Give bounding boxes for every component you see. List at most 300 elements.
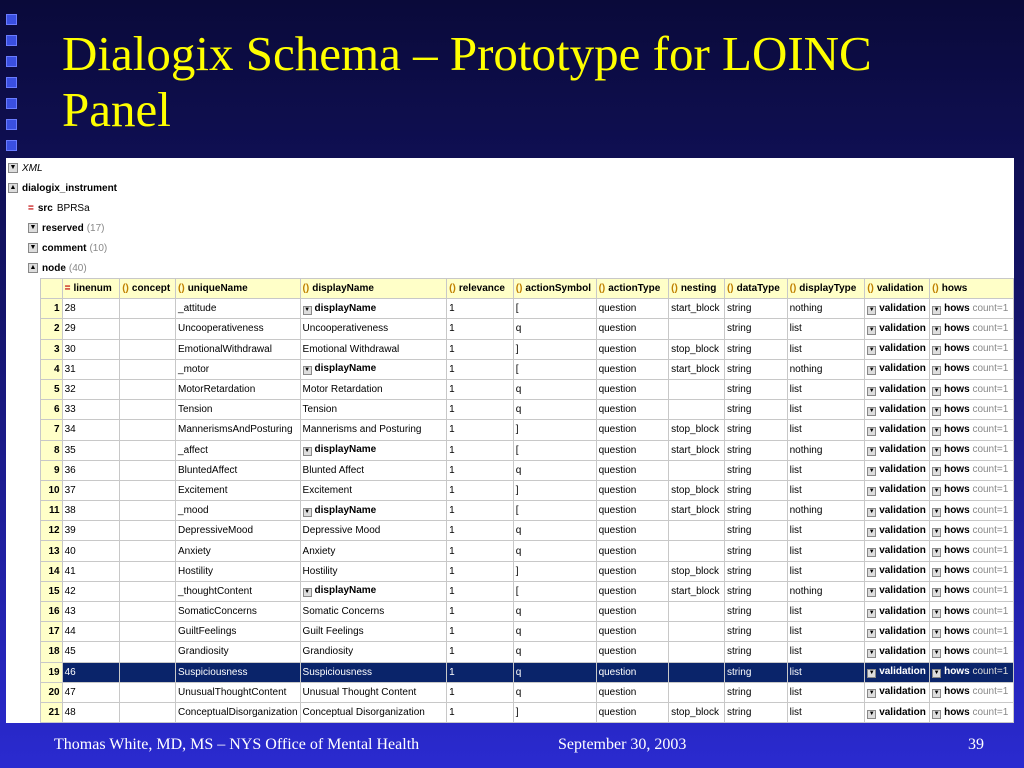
cell-displayType[interactable]: list [787, 622, 865, 642]
cell-actionType[interactable]: question [596, 561, 669, 581]
cell-actionSymbol[interactable]: ] [513, 561, 596, 581]
cell-validation[interactable] [865, 501, 930, 521]
cell-relevance[interactable]: 1 [447, 702, 514, 722]
cell-actionSymbol[interactable]: q [513, 622, 596, 642]
expand-icon[interactable]: ▼ [868, 347, 875, 354]
cell-dataType[interactable]: string [724, 339, 787, 359]
cell-displayType[interactable]: list [787, 319, 865, 339]
cell-uniqueName[interactable]: UnusualThoughtContent [176, 682, 301, 702]
cell-nesting[interactable] [669, 642, 725, 662]
row-number[interactable]: 3 [41, 339, 63, 359]
table-row[interactable] [41, 440, 1014, 460]
cell-dataType[interactable]: string [724, 541, 787, 561]
cell-dataType[interactable]: string [724, 581, 787, 601]
cell-dataType[interactable]: string [724, 460, 787, 480]
cell-uniqueName[interactable]: _affect [176, 440, 301, 460]
expand-icon[interactable]: ▼ [868, 589, 875, 596]
cell-validation[interactable] [865, 561, 930, 581]
cell-dataType[interactable]: string [724, 521, 787, 541]
cell-displayType[interactable]: list [787, 420, 865, 440]
expand-icon[interactable]: ▼ [868, 569, 875, 576]
cell-hows[interactable] [930, 622, 1014, 642]
cell-actionType[interactable]: question [596, 359, 669, 379]
row-number[interactable]: 13 [41, 541, 63, 561]
col-concept[interactable]: () concept [120, 279, 176, 299]
row-number[interactable]: 7 [41, 420, 63, 440]
cell-validation[interactable] [865, 682, 930, 702]
cell-hows[interactable] [930, 642, 1014, 662]
table-row[interactable] [41, 541, 1014, 561]
cell-displayType[interactable]: list [787, 379, 865, 399]
cell-hows[interactable] [930, 581, 1014, 601]
cell-validation[interactable] [865, 521, 930, 541]
cell-displayType[interactable]: list [787, 602, 865, 622]
cell-uniqueName[interactable]: _thoughtContent [176, 581, 301, 601]
cell-relevance[interactable]: 1 [447, 682, 514, 702]
cell-hows[interactable] [930, 299, 1014, 319]
cell-uniqueName[interactable]: ConceptualDisorganization [176, 702, 301, 722]
cell-relevance[interactable]: 1 [447, 521, 514, 541]
cell-displayType[interactable]: list [787, 541, 865, 561]
expand-icon[interactable]: ▼ [868, 710, 875, 717]
cell-actionType[interactable]: question [596, 420, 669, 440]
expand-icon[interactable]: ▼ [868, 609, 875, 616]
cell-concept[interactable] [120, 339, 176, 359]
cell-hows[interactable] [930, 460, 1014, 480]
cell-concept[interactable] [120, 400, 176, 420]
row-number[interactable]: 15 [41, 581, 63, 601]
table-row[interactable] [41, 581, 1014, 601]
tree-instrument[interactable] [6, 178, 1014, 198]
cell-actionSymbol[interactable]: [ [513, 501, 596, 521]
cell-displayType[interactable]: list [787, 561, 865, 581]
cell-actionType[interactable]: question [596, 480, 669, 500]
expand-icon[interactable]: ▼ [868, 670, 875, 677]
expand-icon[interactable]: ▼ [868, 387, 875, 394]
cell-actionSymbol[interactable]: ] [513, 339, 596, 359]
cell-relevance[interactable]: 1 [447, 541, 514, 561]
expand-icon[interactable]: ▼ [933, 387, 940, 394]
cell-actionSymbol[interactable]: [ [513, 440, 596, 460]
expand-icon[interactable]: ▼ [933, 326, 940, 333]
cell-displayType[interactable]: list [787, 662, 865, 682]
tree-comment[interactable] [6, 238, 1014, 258]
cell-dataType[interactable]: string [724, 682, 787, 702]
table-row[interactable] [41, 420, 1014, 440]
cell-displayName[interactable]: Excitement [300, 480, 447, 500]
table-row[interactable] [41, 642, 1014, 662]
cell-uniqueName[interactable]: _motor [176, 359, 301, 379]
expand-icon[interactable]: ▼ [933, 508, 940, 515]
cell-concept[interactable] [120, 642, 176, 662]
cell-actionSymbol[interactable]: q [513, 521, 596, 541]
xml-grid-view[interactable] [6, 158, 1014, 723]
row-number[interactable]: 14 [41, 561, 63, 581]
row-number[interactable]: 16 [41, 602, 63, 622]
cell-dataType[interactable]: string [724, 359, 787, 379]
expand-icon[interactable]: ▼ [933, 690, 940, 697]
cell-concept[interactable] [120, 622, 176, 642]
expand-icon[interactable]: ▼ [933, 649, 940, 656]
row-number[interactable]: 11 [41, 501, 63, 521]
cell-linenum[interactable]: 44 [62, 622, 120, 642]
table-row[interactable] [41, 702, 1014, 722]
cell-actionType[interactable]: question [596, 460, 669, 480]
cell-uniqueName[interactable]: Excitement [176, 480, 301, 500]
col-displayName[interactable]: () displayName [300, 279, 447, 299]
table-row[interactable] [41, 480, 1014, 500]
cell-hows[interactable] [930, 319, 1014, 339]
cell-displayName[interactable]: Anxiety [300, 541, 447, 561]
cell-actionType[interactable]: question [596, 339, 669, 359]
expand-icon[interactable]: ▼ [304, 367, 311, 374]
tree-src[interactable] [6, 198, 1014, 218]
cell-hows[interactable] [930, 702, 1014, 722]
col-hows[interactable]: () hows [930, 279, 1014, 299]
expand-icon[interactable]: ▼ [304, 589, 311, 596]
table-row[interactable] [41, 359, 1014, 379]
cell-actionSymbol[interactable]: q [513, 541, 596, 561]
row-number[interactable]: 6 [41, 400, 63, 420]
cell-dataType[interactable]: string [724, 299, 787, 319]
cell-hows[interactable] [930, 400, 1014, 420]
cell-displayType[interactable]: nothing [787, 581, 865, 601]
row-number[interactable]: 8 [41, 440, 63, 460]
cell-nesting[interactable]: stop_block [669, 702, 725, 722]
cell-uniqueName[interactable]: _attitude [176, 299, 301, 319]
cell-concept[interactable] [120, 299, 176, 319]
cell-displayName[interactable]: Suspiciousness [300, 662, 447, 682]
cell-actionType[interactable]: question [596, 602, 669, 622]
cell-actionSymbol[interactable]: ] [513, 480, 596, 500]
cell-validation[interactable] [865, 702, 930, 722]
cell-nesting[interactable]: start_block [669, 581, 725, 601]
expand-icon[interactable]: ▼ [868, 488, 875, 495]
cell-concept[interactable] [120, 561, 176, 581]
col-nesting[interactable]: () nesting [669, 279, 725, 299]
cell-displayName[interactable] [300, 581, 447, 601]
table-row[interactable] [41, 379, 1014, 399]
expand-icon[interactable]: ▼ [933, 629, 940, 636]
row-number[interactable]: 17 [41, 622, 63, 642]
expand-icon[interactable]: ▼ [304, 508, 311, 515]
table-row[interactable] [41, 501, 1014, 521]
cell-actionType[interactable]: question [596, 642, 669, 662]
cell-hows[interactable] [930, 480, 1014, 500]
cell-validation[interactable] [865, 662, 930, 682]
cell-linenum[interactable]: 45 [62, 642, 120, 662]
cell-nesting[interactable] [669, 521, 725, 541]
cell-nesting[interactable]: start_block [669, 440, 725, 460]
expand-icon[interactable]: ▼ [933, 569, 940, 576]
cell-displayName[interactable]: Grandiosity [300, 642, 447, 662]
cell-linenum[interactable]: 37 [62, 480, 120, 500]
row-number[interactable]: 19 [41, 662, 63, 682]
cell-displayType[interactable]: nothing [787, 501, 865, 521]
collapse-icon[interactable]: ▼ [29, 244, 37, 251]
cell-displayName[interactable]: Conceptual Disorganization [300, 702, 447, 722]
cell-dataType[interactable]: string [724, 400, 787, 420]
cell-dataType[interactable]: string [724, 480, 787, 500]
table-row[interactable] [41, 622, 1014, 642]
cell-hows[interactable] [930, 541, 1014, 561]
cell-relevance[interactable]: 1 [447, 359, 514, 379]
expand-icon[interactable]: ▼ [304, 448, 311, 455]
cell-displayName[interactable]: Unusual Thought Content [300, 682, 447, 702]
expand-icon[interactable]: ▼ [933, 710, 940, 717]
col-linenum[interactable]: = linenum [62, 279, 120, 299]
cell-actionType[interactable]: question [596, 299, 669, 319]
table-row[interactable] [41, 460, 1014, 480]
col-actionSymbol[interactable]: () actionSymbol [513, 279, 596, 299]
row-number[interactable]: 18 [41, 642, 63, 662]
expand-icon[interactable]: ▼ [868, 549, 875, 556]
cell-nesting[interactable] [669, 541, 725, 561]
cell-linenum[interactable]: 35 [62, 440, 120, 460]
cell-validation[interactable] [865, 319, 930, 339]
cell-hows[interactable] [930, 440, 1014, 460]
cell-uniqueName[interactable]: MotorRetardation [176, 379, 301, 399]
cell-validation[interactable] [865, 602, 930, 622]
cell-actionType[interactable]: question [596, 662, 669, 682]
cell-concept[interactable] [120, 581, 176, 601]
cell-displayType[interactable]: nothing [787, 440, 865, 460]
cell-linenum[interactable]: 33 [62, 400, 120, 420]
cell-concept[interactable] [120, 501, 176, 521]
expand-icon[interactable]: ▼ [868, 629, 875, 636]
expand-icon[interactable]: ▼ [933, 528, 940, 535]
cell-actionSymbol[interactable]: ] [513, 420, 596, 440]
cell-actionType[interactable]: question [596, 400, 669, 420]
cell-dataType[interactable]: string [724, 702, 787, 722]
expand-icon[interactable]: ▼ [868, 367, 875, 374]
cell-validation[interactable] [865, 440, 930, 460]
cell-validation[interactable] [865, 339, 930, 359]
cell-concept[interactable] [120, 359, 176, 379]
expand-icon[interactable]: ▼ [868, 649, 875, 656]
cell-linenum[interactable]: 46 [62, 662, 120, 682]
cell-actionType[interactable]: question [596, 702, 669, 722]
cell-uniqueName[interactable]: EmotionalWithdrawal [176, 339, 301, 359]
cell-validation[interactable] [865, 400, 930, 420]
cell-actionSymbol[interactable]: q [513, 682, 596, 702]
cell-validation[interactable] [865, 581, 930, 601]
row-number[interactable]: 21 [41, 702, 63, 722]
cell-uniqueName[interactable]: MannerismsAndPosturing [176, 420, 301, 440]
cell-validation[interactable] [865, 359, 930, 379]
cell-displayName[interactable]: Somatic Concerns [300, 602, 447, 622]
cell-uniqueName[interactable]: DepressiveMood [176, 521, 301, 541]
cell-actionSymbol[interactable]: q [513, 662, 596, 682]
cell-displayName[interactable]: Emotional Withdrawal [300, 339, 447, 359]
cell-relevance[interactable]: 1 [447, 400, 514, 420]
cell-hows[interactable] [930, 561, 1014, 581]
cell-displayType[interactable]: list [787, 642, 865, 662]
cell-nesting[interactable]: start_block [669, 299, 725, 319]
cell-validation[interactable] [865, 420, 930, 440]
cell-linenum[interactable]: 28 [62, 299, 120, 319]
expand-icon[interactable]: ▼ [868, 528, 875, 535]
table-row[interactable] [41, 299, 1014, 319]
cell-relevance[interactable]: 1 [447, 460, 514, 480]
expand-icon[interactable]: ▼ [868, 306, 875, 313]
cell-relevance[interactable]: 1 [447, 379, 514, 399]
cell-linenum[interactable]: 34 [62, 420, 120, 440]
cell-displayType[interactable]: list [787, 480, 865, 500]
cell-validation[interactable] [865, 460, 930, 480]
collapse-icon[interactable]: ▼ [29, 224, 37, 231]
cell-actionSymbol[interactable]: [ [513, 299, 596, 319]
cell-concept[interactable] [120, 682, 176, 702]
cell-concept[interactable] [120, 319, 176, 339]
cell-hows[interactable] [930, 682, 1014, 702]
cell-concept[interactable] [120, 541, 176, 561]
cell-nesting[interactable]: stop_block [669, 480, 725, 500]
cell-linenum[interactable]: 47 [62, 682, 120, 702]
expand-icon[interactable]: ▼ [933, 448, 940, 455]
expand-icon[interactable]: ▼ [933, 549, 940, 556]
cell-displayName[interactable]: Motor Retardation [300, 379, 447, 399]
cell-nesting[interactable]: start_block [669, 359, 725, 379]
cell-actionType[interactable]: question [596, 501, 669, 521]
tree-reserved[interactable] [6, 218, 1014, 238]
expand-icon[interactable]: ▼ [933, 468, 940, 475]
cell-uniqueName[interactable]: Hostility [176, 561, 301, 581]
cell-nesting[interactable]: stop_block [669, 420, 725, 440]
table-row[interactable] [41, 682, 1014, 702]
cell-concept[interactable] [120, 602, 176, 622]
table-row[interactable] [41, 561, 1014, 581]
cell-displayType[interactable]: list [787, 339, 865, 359]
row-number[interactable]: 4 [41, 359, 63, 379]
cell-uniqueName[interactable]: GuiltFeelings [176, 622, 301, 642]
cell-displayName[interactable] [300, 359, 447, 379]
cell-linenum[interactable]: 41 [62, 561, 120, 581]
table-row[interactable] [41, 400, 1014, 420]
cell-actionSymbol[interactable]: [ [513, 581, 596, 601]
cell-displayName[interactable] [300, 501, 447, 521]
cell-concept[interactable] [120, 662, 176, 682]
col-actionType[interactable]: () actionType [596, 279, 669, 299]
tree-root[interactable] [6, 158, 1014, 178]
cell-relevance[interactable]: 1 [447, 339, 514, 359]
cell-uniqueName[interactable]: Uncooperativeness [176, 319, 301, 339]
cell-hows[interactable] [930, 420, 1014, 440]
collapse-icon[interactable]: ▼ [9, 164, 17, 171]
cell-nesting[interactable] [669, 319, 725, 339]
expand-up-icon[interactable]: ▲ [29, 264, 37, 271]
cell-validation[interactable] [865, 622, 930, 642]
expand-icon[interactable]: ▼ [868, 448, 875, 455]
cell-displayType[interactable]: list [787, 400, 865, 420]
cell-dataType[interactable]: string [724, 501, 787, 521]
cell-actionSymbol[interactable]: q [513, 460, 596, 480]
cell-hows[interactable] [930, 359, 1014, 379]
cell-concept[interactable] [120, 702, 176, 722]
expand-icon[interactable]: ▼ [933, 407, 940, 414]
cell-linenum[interactable]: 38 [62, 501, 120, 521]
cell-concept[interactable] [120, 440, 176, 460]
cell-displayName[interactable]: Hostility [300, 561, 447, 581]
cell-nesting[interactable] [669, 622, 725, 642]
cell-actionType[interactable]: question [596, 682, 669, 702]
cell-validation[interactable] [865, 480, 930, 500]
cell-dataType[interactable]: string [724, 319, 787, 339]
cell-actionSymbol[interactable]: q [513, 642, 596, 662]
cell-actionType[interactable]: question [596, 319, 669, 339]
cell-dataType[interactable]: string [724, 379, 787, 399]
tree-node[interactable] [6, 258, 1014, 278]
cell-relevance[interactable]: 1 [447, 480, 514, 500]
cell-relevance[interactable]: 1 [447, 642, 514, 662]
cell-displayName[interactable]: Guilt Feelings [300, 622, 447, 642]
cell-uniqueName[interactable]: BluntedAffect [176, 460, 301, 480]
cell-concept[interactable] [120, 420, 176, 440]
cell-validation[interactable] [865, 299, 930, 319]
cell-actionType[interactable]: question [596, 521, 669, 541]
table-row[interactable] [41, 662, 1014, 682]
cell-relevance[interactable]: 1 [447, 602, 514, 622]
cell-displayName[interactable] [300, 440, 447, 460]
cell-displayType[interactable]: list [787, 460, 865, 480]
cell-nesting[interactable] [669, 400, 725, 420]
cell-hows[interactable] [930, 662, 1014, 682]
cell-actionSymbol[interactable]: q [513, 602, 596, 622]
cell-nesting[interactable] [669, 602, 725, 622]
row-number[interactable]: 9 [41, 460, 63, 480]
cell-linenum[interactable]: 43 [62, 602, 120, 622]
col-uniqueName[interactable]: () uniqueName [176, 279, 301, 299]
cell-hows[interactable] [930, 379, 1014, 399]
cell-actionType[interactable]: question [596, 541, 669, 561]
cell-linenum[interactable]: 31 [62, 359, 120, 379]
col-relevance[interactable]: () relevance [447, 279, 514, 299]
cell-nesting[interactable] [669, 682, 725, 702]
cell-displayName[interactable]: Mannerisms and Posturing [300, 420, 447, 440]
cell-concept[interactable] [120, 480, 176, 500]
cell-actionType[interactable]: question [596, 581, 669, 601]
cell-linenum[interactable]: 42 [62, 581, 120, 601]
row-number[interactable]: 20 [41, 682, 63, 702]
cell-relevance[interactable]: 1 [447, 662, 514, 682]
expand-icon[interactable]: ▼ [933, 670, 940, 677]
cell-validation[interactable] [865, 379, 930, 399]
expand-icon[interactable]: ▼ [933, 589, 940, 596]
cell-dataType[interactable]: string [724, 561, 787, 581]
cell-relevance[interactable]: 1 [447, 581, 514, 601]
cell-actionSymbol[interactable]: q [513, 400, 596, 420]
cell-nesting[interactable] [669, 460, 725, 480]
src-value[interactable]: BPRSa [56, 202, 90, 214]
cell-linenum[interactable]: 30 [62, 339, 120, 359]
expand-icon[interactable]: ▼ [868, 690, 875, 697]
cell-nesting[interactable]: stop_block [669, 561, 725, 581]
cell-uniqueName[interactable]: SomaticConcerns [176, 602, 301, 622]
cell-actionSymbol[interactable]: [ [513, 359, 596, 379]
cell-displayType[interactable]: list [787, 702, 865, 722]
cell-actionSymbol[interactable]: q [513, 379, 596, 399]
expand-icon[interactable]: ▼ [868, 468, 875, 475]
cell-concept[interactable] [120, 379, 176, 399]
cell-uniqueName[interactable]: Anxiety [176, 541, 301, 561]
row-number[interactable]: 2 [41, 319, 63, 339]
table-row[interactable] [41, 521, 1014, 541]
cell-dataType[interactable]: string [724, 602, 787, 622]
cell-actionSymbol[interactable]: q [513, 319, 596, 339]
cell-hows[interactable] [930, 339, 1014, 359]
cell-relevance[interactable]: 1 [447, 440, 514, 460]
expand-icon[interactable]: ▼ [933, 427, 940, 434]
